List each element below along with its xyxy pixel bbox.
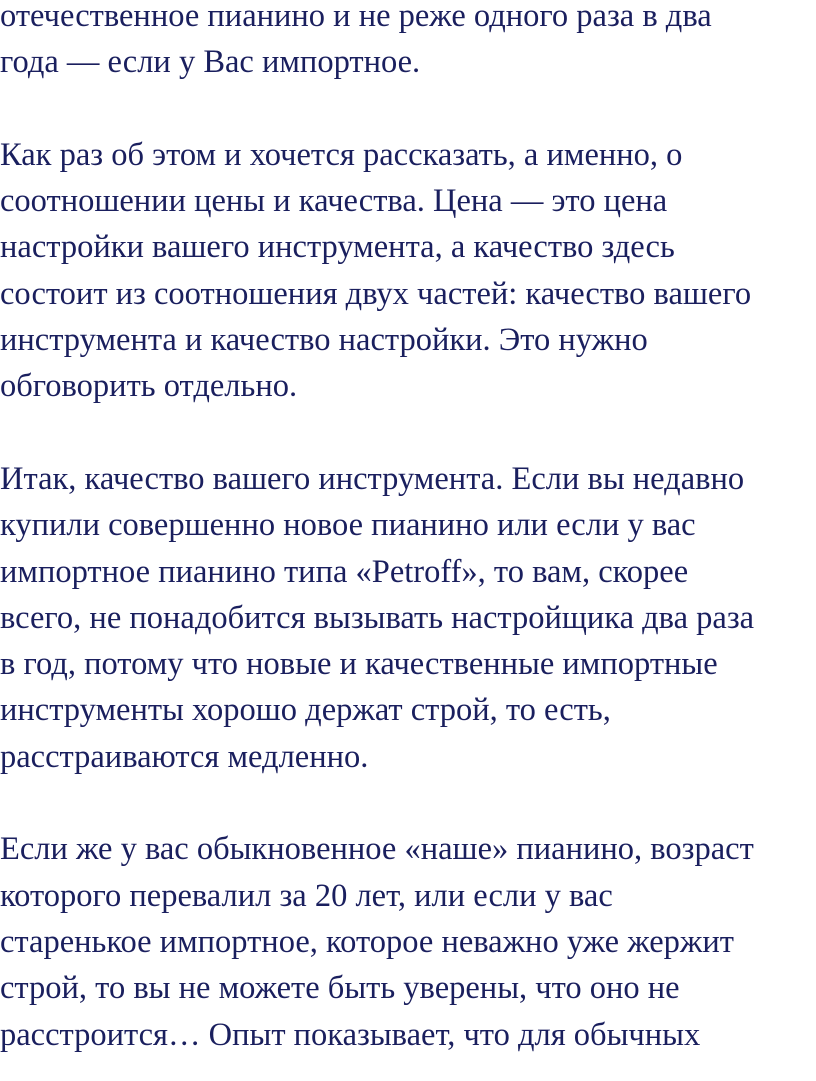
text-line: Как раз об этом и хочется рассказать, а именно, о: [0, 136, 683, 173]
text-line: инструмента и качество настройки. Это нужно: [0, 322, 648, 359]
text-line: года — если у Вас импортное.: [0, 44, 421, 81]
paragraph-spacer: [0, 780, 816, 826]
text-line: расстраиваются медленно.: [0, 738, 369, 775]
text-line: Итак, качество вашего инструмента. Если вы недавно: [0, 460, 745, 497]
text-line: отечественное пианино и не реже одного раза в два: [0, 0, 712, 34]
text-line: которого перевалил за 20 лет, или если у вас: [0, 877, 613, 914]
paragraph-4: [0, 826, 816, 1057]
text-line: в год, потому что новые и качественные импортные: [0, 646, 718, 683]
text-line: всего, не понадобится вызывать настройщика два раза: [0, 599, 755, 636]
paragraph-1: [0, 0, 816, 86]
text-line: строй, то вы не можете быть уверены, что оно не: [0, 970, 680, 1007]
text-line: соотношении цены и качества. Цена — это цена: [0, 183, 668, 220]
text-line: купили совершенно новое пианино или если у вас: [0, 507, 696, 544]
text-line: Если же у вас обыкновенное «наше» пианино, возраст: [0, 831, 754, 868]
text-line: обговорить отдельно.: [0, 368, 298, 405]
paragraph-3: [0, 456, 816, 780]
paragraph-spacer: [0, 410, 816, 456]
text-line: инструменты хорошо держат строй, то есть,: [0, 692, 611, 729]
paragraph-2: [0, 132, 816, 410]
text-line: настройки вашего инструмента, а качество здесь: [0, 229, 675, 266]
text-line: состоит из соотношения двух частей: качество вашего: [0, 275, 752, 312]
paragraph-spacer: [0, 86, 816, 132]
text-line: импортное пианино типа «Petroff», то вам, скорее: [0, 553, 689, 590]
text-line: старенькое импортное, которое неважно уже жержит: [0, 923, 734, 960]
text-line: расстроится… Опыт показывает, что для обычных: [0, 1016, 701, 1053]
